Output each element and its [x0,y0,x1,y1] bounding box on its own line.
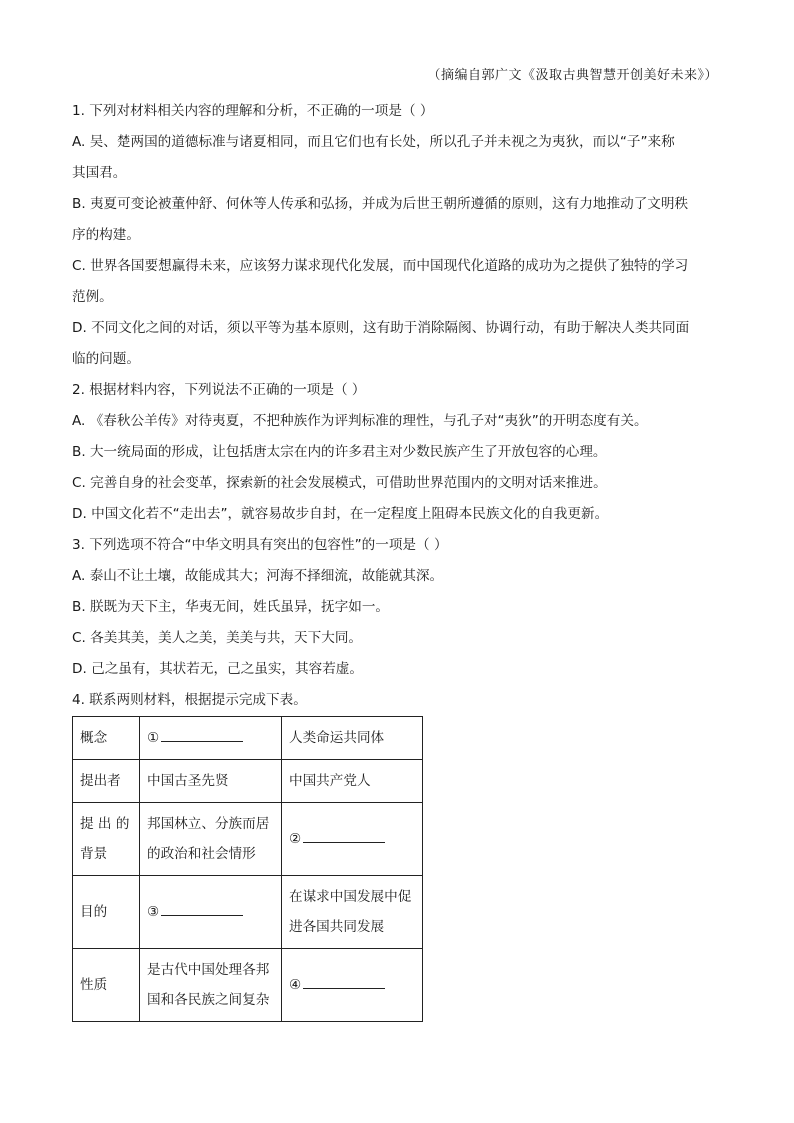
q1-option-b-line1: B. 夷夏可变论被董仲舒、何休等人传承和弘扬，并成为后世王朝所遵循的原则，这有力地推动了文明秩 [72,196,689,212]
table-row [73,803,423,876]
q1-option-d-line1: D. 不同文化之间的对话，须以平等为基本原则，这有助于消除隔阂、协调行动，有助于解决人类共同面 [72,320,690,336]
q1-option-c-line2: 范例。 [72,289,113,305]
q1-option-a-line1: A. 吴、楚两国的道德标准与诸夏相同，而且它们也有长处，所以孔子并未视之为夷狄，而以“子”来称 [72,134,675,150]
row-label-proposer: 提出者 [73,760,140,803]
question-3-stem: 3. 下列选项不符合“中华文明具有突出的包容性”的一项是（ ） [72,537,448,553]
q2-option-c: C. 完善自身的社会变革，探索新的社会发展模式，可借助世界范围内的文明对话来推进。 [72,475,607,491]
q1-option-c-line1: C. 世界各国要想赢得未来，应该努力谋求现代化发展，而中国现代化道路的成功为之提供了独特的学习 [72,258,689,274]
cell-background-modern: ② [282,803,423,876]
cell-purpose-ancient: ③ [140,876,282,949]
question-4-stem: 4. 联系两则材料，根据提示完成下表。 [72,692,307,708]
cell-nature-ancient: 是古代中国处理各邦国和各民族之间复杂 [140,949,282,1022]
cell-nature-modern: ④ [282,949,423,1022]
answer-blank-1[interactable] [161,727,243,742]
cell-concept-modern: 人类命运共同体 [282,717,423,760]
source-citation: （摘编自郭广文《汲取古典智慧开创美好未来》） [427,68,718,83]
q2-option-a: A. 《春秋公羊传》对待夷夏，不把种族作为评判标准的理性，与孔子对“夷狄”的开明态度有关。 [72,413,648,429]
row-label-purpose: 目的 [73,876,140,949]
row-label-concept: 概念 [73,717,140,760]
cell-purpose-modern: 在谋求中国发展中促进各国共同发展 [282,876,423,949]
cell-background-ancient: 邦国林立、分族而居的政治和社会情形 [140,803,282,876]
row-label-nature: 性质 [73,949,140,1022]
table-row [73,717,423,760]
table-row [73,949,423,1022]
q3-option-b: B. 朕既为天下主，华夷无间，姓氏虽异，抚字如一。 [72,599,390,615]
q2-option-b: B. 大一统局面的形成，让包括唐太宗在内的许多君主对少数民族产生了开放包容的心理。 [72,444,607,460]
cell-proposer-ancient: 中国古圣先贤 [140,760,282,803]
answer-blank-3[interactable] [161,901,243,916]
q3-option-c: C. 各美其美，美人之美，美美与共，天下大同。 [72,630,363,646]
question-list [72,96,722,716]
answer-blank-2[interactable] [303,828,385,843]
q2-option-d: D. 中国文化若不“走出去”，就容易故步自封，在一定程度上阻碍本民族文化的自我更新。 [72,506,609,522]
cell-concept-ancient: ① [140,717,282,760]
question-2-stem: 2. 根据材料内容，下列说法不正确的一项是（ ） [72,382,366,398]
comparison-table [72,716,423,1022]
table-row [73,760,423,803]
table-row [73,876,423,949]
cell-proposer-modern: 中国共产党人 [282,760,423,803]
q3-option-a: A. 泰山不让土壤，故能成其大；河海不择细流，故能就其深。 [72,568,444,584]
q3-option-d: D. 己之虽有，其状若无，己之虽实，其容若虚。 [72,661,363,677]
question-1-stem: 1. 下列对材料相关内容的理解和分析，不正确的一项是（ ） [72,103,434,119]
answer-blank-4[interactable] [303,974,385,989]
q1-option-b-line2: 序的构建。 [72,227,140,243]
q1-option-a-line2: 其国君。 [72,165,127,181]
row-label-background: 提 出 的 背景 [73,803,140,876]
q1-option-d-line2: 临的问题。 [72,351,140,367]
